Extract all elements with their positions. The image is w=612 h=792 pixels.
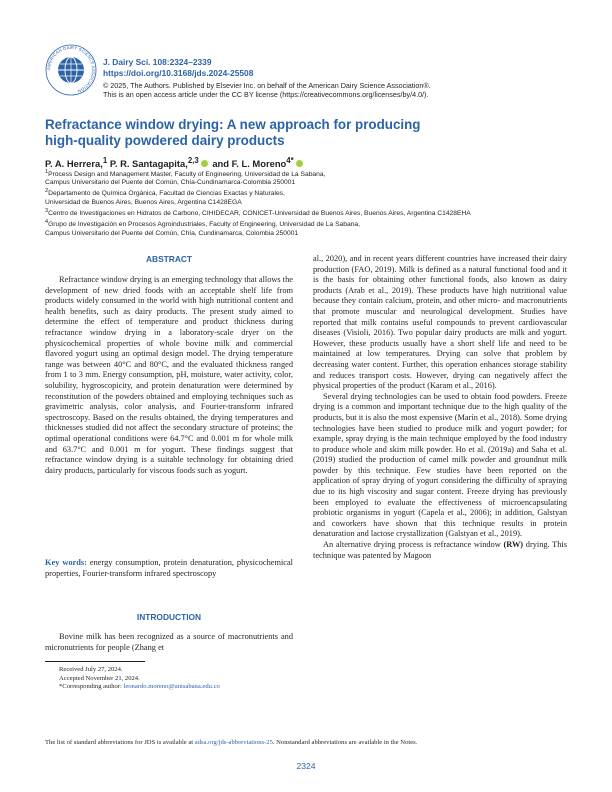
license-line: This is an open access article under the CC BY license (https://creativecommons.org/licenses/by/4.0/).: [103, 90, 429, 99]
affiliation-4: $^4$Grupo de Investigación en Procesos Agroindustriales, Faculty of Engineering, Universidad de La Sabana, Campus Universitario del Puente del Común, Chía, Cundinamarca, Colombia 250001: [45, 219, 361, 237]
corresponding-author: *Corresponding author: leonardo.moreno@unisabana.edu.co: [59, 683, 220, 691]
author-3-affil: 4*: [286, 156, 294, 165]
intro-paragraph-start: Bovine milk has been recognized as a source of macronutrients and micronutrients for people (Zhang et: [45, 632, 293, 652]
affiliations: [45, 168, 585, 238]
copyright-line: © 2025, The Authors. Published by Elsevier Inc. on behalf of the American Dairy Science Association®.: [103, 81, 431, 90]
abbreviations-link[interactable]: adsa.org/jds-abbreviations-25: [194, 739, 273, 746]
journal-citation: J. Dairy Sci. 108:2324–2339: [103, 57, 212, 67]
intro-paragraph-3: An alternative drying process is refractance window (RW) drying. This technique was patented by Magoon: [313, 540, 568, 560]
abstract-body: Refractance window drying is an emerging technology that allows the development of new dried foods with an acceptable shelf life from products widely consumed in the world with high nutritional content and health benefits, such as dairy products. The present study aimed to determine the effect of temperature and product thickness during refractance window drying in a laboratory-scale dryer on the physicochemical properties of whole bovine milk and commercial flavored yogurt using an optimal design model. The drying temperature range was between 40°C and 80°C, and the evaluated thickness ranged from 1 to 3 mm. Energy consumption, pH, moisture, water activity, color, solubility, hygroscopicity, and protein denaturation were determined by reconstitution of the powders obtained and employing techniques such as gravimetric analysis, color analysis, and Fourier-transform infrared spectroscopy. Based on the results obtained, the drying temperatures and thicknesses studied did not affect the secondary structure of proteins; the optimal operational conditions were 64.7°C and 0.001 m for whole milk and 63.7°C and 0.001 m for yogurt. These findings suggest that refractance window drying is a suitable technology for obtaining dried dairy products, particularly for viscous foods such as yogurt.: [45, 275, 293, 475]
orcid-icon[interactable]: [296, 160, 303, 167]
keywords-label: Key words:: [45, 558, 87, 567]
title-line-1: Refractance window drying: A new approach for producing: [45, 117, 421, 132]
introduction-heading: INTRODUCTION: [136, 612, 202, 622]
affiliation-3: $^3$Centro de Investigaciones en Hidratos de Carbono, CIHIDECAR, CONICET-Universidad de Buenos Aires, Buenos Aires, Argentina C1428EHA: [45, 207, 471, 218]
title-line-2: high-quality powdered dairy products: [45, 133, 285, 148]
article-notes: [59, 666, 220, 692]
corresponding-email[interactable]: leonardo.moreno@unisabana.edu.co: [123, 683, 220, 691]
article-title: [45, 117, 565, 149]
page-number: 2324: [296, 761, 316, 771]
intro-paragraph-2: Several drying technologies can be used to obtain food powders. Freeze drying is a common and important technique due to the high quality of the products, but it is also the most expensive (Marín et al., 2018). Some drying technologies have been studied to produce milk and yogurt powder; for example, spray drying is the main technique employed by the food industry to produce whole and skim milk powder. Ho et al. (2019a) and Saha et al. (2019) studied the production of camel milk powder and groundnut milk powder by this technique. Few studies have been reported on the application of spray drying of yogurt considering the difficulty of spraying due to its high viscosity and sugar content. Freeze drying has previously been employed to evaluate the effectiveness of microencapsulating probiotic organisms in yogurt (Capela et al., 2006); in addition, Galstyan and coworkers have shown that this technique results in protein denaturation and lactose crystallization (Galstyan et al., 2019).: [313, 391, 567, 539]
right-column: [313, 254, 567, 561]
journal-header: [103, 57, 573, 99]
keywords: [45, 558, 293, 579]
author-3: and F. L. Moreno: [212, 158, 287, 170]
abbreviations-note: The list of standard abbreviations for JDS is available at adsa.org/jds-abbreviations-25. Nonstandard abbreviations are available in the Notes.: [45, 739, 418, 746]
abstract-heading: ABSTRACT: [145, 254, 193, 264]
author-2: P. R. Santagapita,: [109, 158, 188, 170]
logo-ring-text: AMERICAN DAIRY SCIENCE ASSOCIATION: [45, 44, 97, 94]
footnote-divider: [45, 661, 145, 662]
author-1: P. A. Herrera,: [45, 158, 103, 170]
accepted-date: Accepted November 21, 2024.: [59, 674, 140, 682]
orcid-icon[interactable]: [201, 160, 208, 167]
received-date: Received July 27, 2024.: [59, 666, 123, 673]
keywords-list: energy consumption, protein denaturation, physicochemical properties, Fourier-transform infrared spectroscopy: [45, 558, 293, 578]
adsa-logo: [45, 44, 97, 96]
author-1-affil: 1: [102, 156, 108, 165]
author-2-affil: 2,3: [187, 156, 199, 165]
doi-link[interactable]: https://doi.org/10.3168/jds.2024-25508: [103, 67, 254, 78]
affiliation-2: $^2$Departamento de Química Orgánica, Facultad de Ciencias Exactas y Naturales, Universidad de Buenos Aires, Buenos Aires, Argentina C1428EGA: [45, 188, 285, 206]
affiliation-1: $^1$Process Design and Management Master, Faculty of Engineering, Universidad de La Sabana, Campus Universitario del Puente del Común, Chía-Cundinamarca-Colombia 250001: [45, 169, 326, 187]
intro-paragraph-1-cont: al., 2020), and in recent years different countries have increased their dairy production (FAO, 2019). Milk is defined as a natural functional food and it is the basis for obtaining other functional foods, also known as dairy products (Arab et al., 2019). These products have high nutritional value because they contain calcium, protein, and other micro- and macronutrients that promote muscular and neurological development. Studies have reported that milk contains useful compounds to prevent cardiovascular diseases (Visioli, 2016). Two popular dairy products are milk and yogurt. However, these products usually have a short shelf life and need to be maintained at low temperatures. Drying can solve that problem by decreasing water content. Further, this operation enhances storage stability and reduces transport costs. However, drying can negatively affect the physical properties of the product (Karam et al., 2016).: [313, 254, 567, 391]
